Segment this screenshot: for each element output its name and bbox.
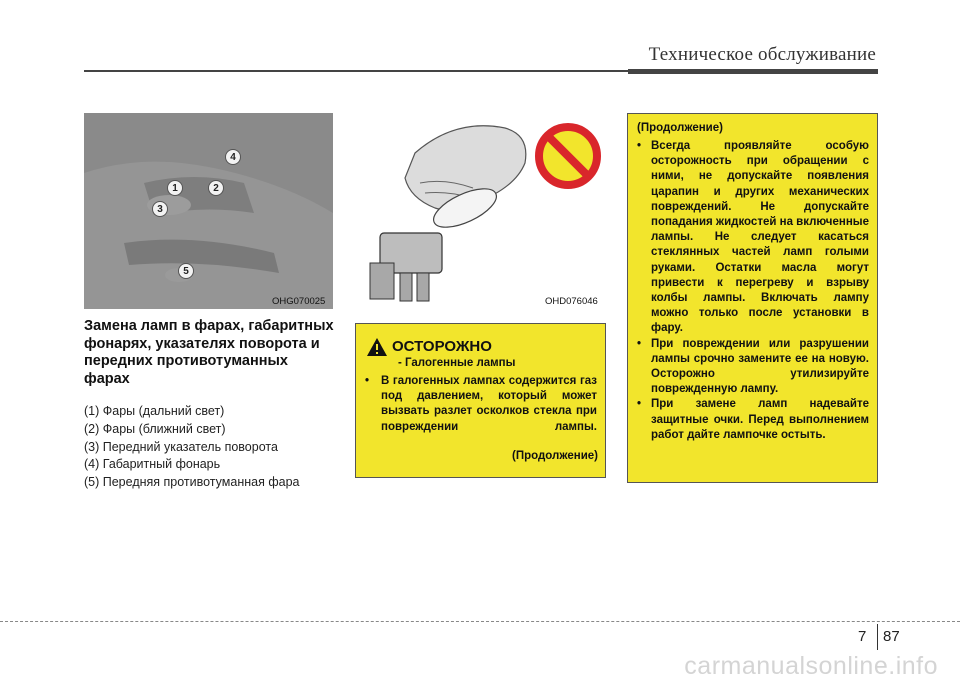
bullet: • xyxy=(365,375,370,387)
legend-item: (5) Передняя противотуманная фара xyxy=(84,475,300,490)
marker-1: 1 xyxy=(167,180,183,196)
list-item-text: Всегда проявляйте особую осторожность при обращении с ними, не допускайте появления царапин и других механических повреждений. Не допускайте попадания жидкостей на включенные лампы. Не следует касаться стеклянных частей ламп голыми руками. Остатки масла могут привести к перегреву и взрыву колбы лампы. Включать лампу можно только после установки в фару. xyxy=(651,140,869,335)
warning-text: В галогенных лампах содержится газ под давлением, который может вызвать разлет осколков стекла при повреждении лампы. xyxy=(381,375,597,433)
legend-item: (2) Фары (ближний свет) xyxy=(84,421,226,436)
bullet: • xyxy=(637,140,642,152)
page-number: 87 xyxy=(883,628,900,645)
list-item xyxy=(637,337,869,398)
marker-2: 2 xyxy=(208,180,224,196)
warning-subheading: - Галогенные лампы xyxy=(398,357,516,369)
bulb-handling-illustration xyxy=(355,113,606,309)
footer-divider xyxy=(0,621,960,622)
bullet: • xyxy=(637,398,642,411)
chapter-number: 7 xyxy=(858,628,867,645)
legend-item: (1) Фары (дальний свет) xyxy=(84,404,225,418)
warning-continued: (Продолжение) xyxy=(512,450,598,462)
list-item xyxy=(637,139,869,337)
warning-body xyxy=(365,374,597,435)
marker-5: 5 xyxy=(178,263,194,279)
figure-right-caption: OHD076046 xyxy=(545,296,598,307)
legend-item: (3) Передний указатель поворота xyxy=(84,439,278,454)
list-item-text: При повреждении или разрушении лампы срочно замените ее на новую. Осторожно утилизируйте поврежденную лампу. xyxy=(651,337,869,396)
marker-3: 3 xyxy=(152,201,168,217)
page-header-title: Техническое обслуживание xyxy=(648,44,876,65)
headlamp-diagram xyxy=(84,113,333,309)
legend-item: (4) Габаритный фонарь xyxy=(84,457,221,472)
car-front-illustration xyxy=(84,113,333,309)
bullet: • xyxy=(637,337,642,350)
footer-separator xyxy=(877,624,878,650)
continued-list xyxy=(637,139,869,443)
prohibition-sign-icon xyxy=(533,121,603,191)
warning-triangle-icon xyxy=(366,337,388,357)
list-item-text: При замене ламп надевайте защитные очки. Перед выполнением работ дайте лампочке остыть. xyxy=(651,398,869,441)
figure-left-caption: OHG070025 xyxy=(272,296,326,307)
list-item xyxy=(637,397,869,443)
lamp-legend xyxy=(84,403,344,492)
header-divider-accent xyxy=(628,69,878,74)
section-title: Замена ламп в фарах, габаритных фонарях, указателях поворота и передних противотуманных фарах xyxy=(84,318,334,387)
continued-heading: (Продолжение) xyxy=(637,122,723,134)
watermark[interactable]: carmanualsonline.info xyxy=(684,652,938,680)
warning-heading: ОСТОРОЖНО xyxy=(392,338,492,355)
marker-4: 4 xyxy=(225,149,241,165)
